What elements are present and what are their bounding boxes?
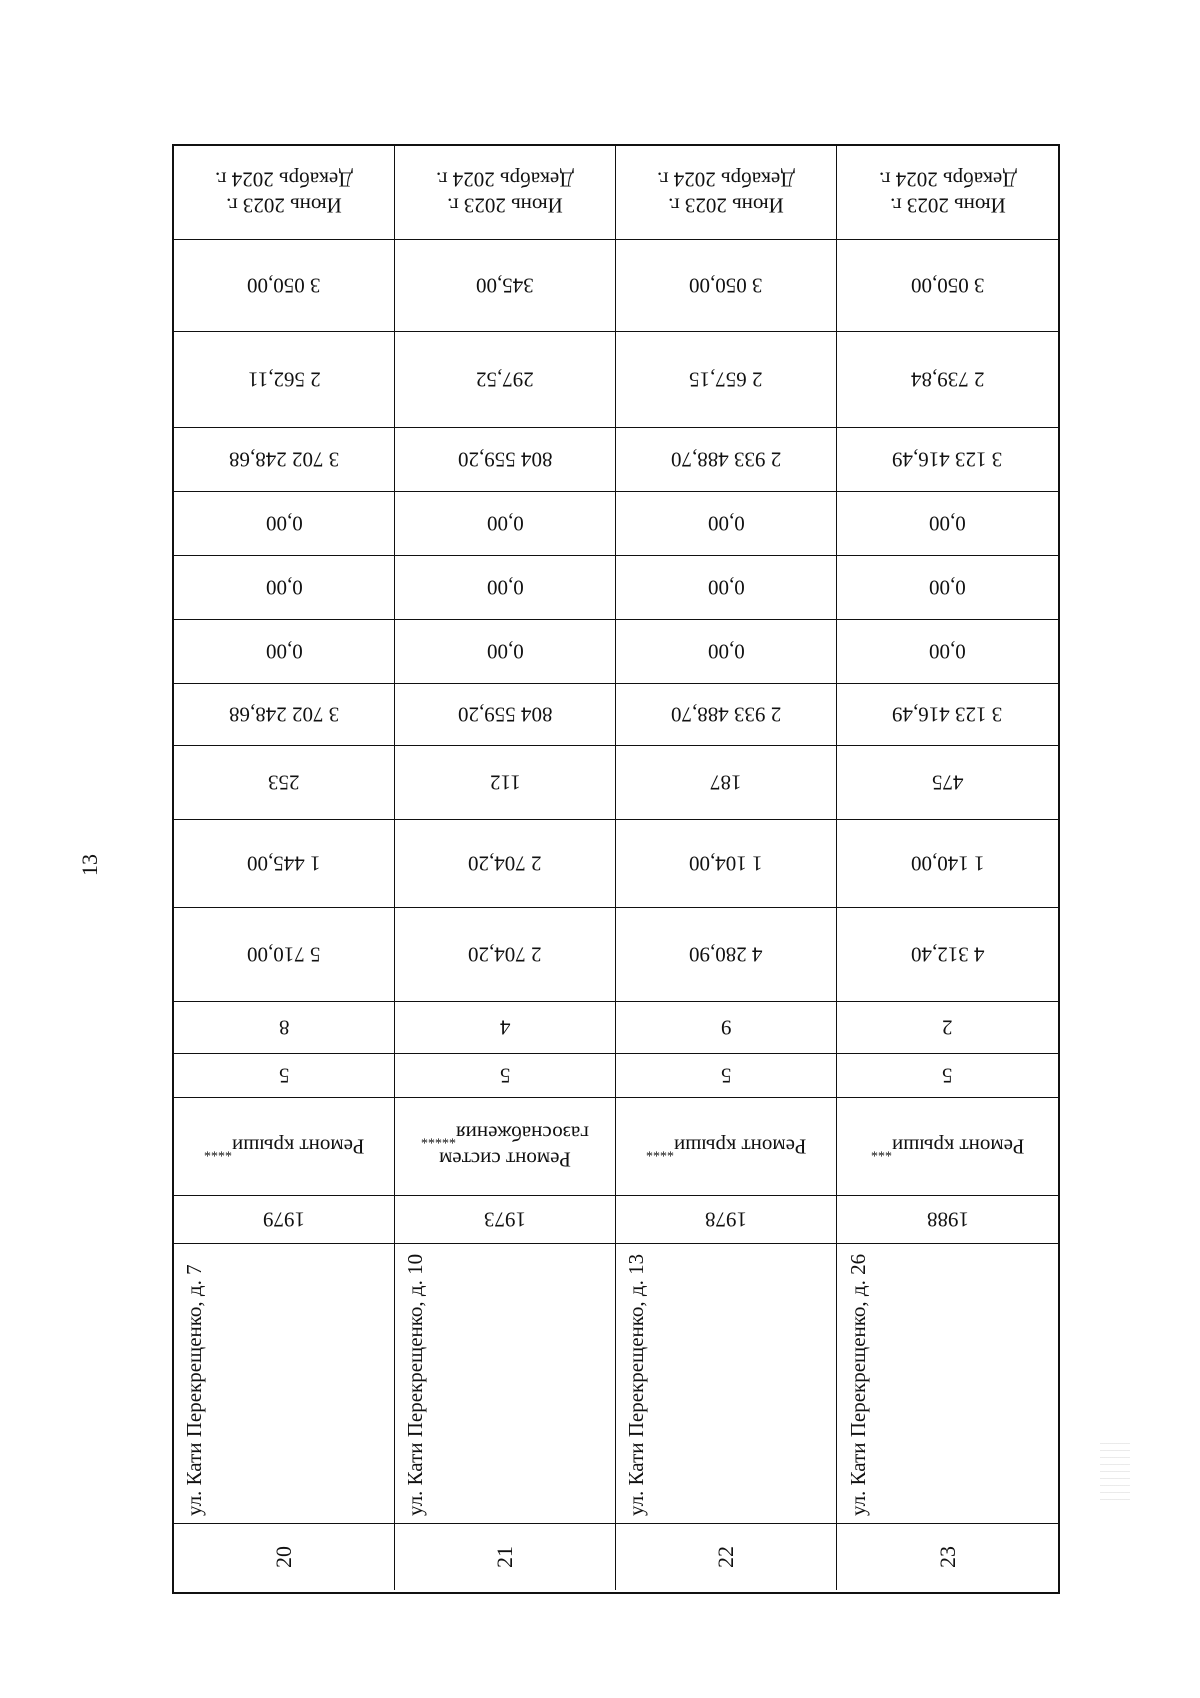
address-cell <box>837 1244 1058 1524</box>
cell-text: 1973 <box>484 1207 526 1232</box>
cost-budget-b-cell <box>616 492 837 556</box>
limit-cost-cell <box>616 240 837 332</box>
unit-cost-cell <box>837 332 1058 428</box>
repair-table <box>172 144 1060 1594</box>
row-number-cell <box>616 1524 837 1590</box>
work-type-text: Ремонт крыши <box>673 1134 807 1159</box>
footnote-mark: ***** <box>421 1130 457 1146</box>
cell-text: Июнь 2023 г. Декабрь 2024 г. <box>657 167 795 218</box>
cell-text: 1 445,00 <box>247 851 321 876</box>
floors-cell <box>616 1002 837 1054</box>
residents-cell <box>395 746 616 820</box>
cost-budget-b-cell <box>174 492 395 556</box>
residents-cell <box>174 746 395 820</box>
year-cell <box>395 1196 616 1244</box>
cell-text: 4 280,90 <box>689 942 763 967</box>
cell-text: 5 710,00 <box>247 942 321 967</box>
cell-text: 0,00 <box>486 639 524 664</box>
cost-owners-cell <box>395 428 616 492</box>
cell-text: Июнь 2023 г. Декабрь 2024 г. <box>436 167 574 218</box>
year-cell <box>616 1196 837 1244</box>
period-cell <box>616 146 837 240</box>
cell-text: 2 <box>942 1015 953 1040</box>
cell-text: 2 704,20 <box>468 942 542 967</box>
cell-text: 112 <box>489 770 521 795</box>
scan-artifact <box>1100 1440 1130 1500</box>
address-text: ул. Кати Перекрещенко, д. 7 <box>182 1263 206 1516</box>
cell-text: 4 <box>499 1015 511 1040</box>
address-text: ул. Кати Перекрещенко, д. 10 <box>403 1253 427 1516</box>
work-type-cell <box>395 1098 616 1196</box>
limit-cost-cell <box>395 240 616 332</box>
cell-text: 0,00 <box>265 575 303 600</box>
cell-text: 1978 <box>705 1207 747 1232</box>
cell-text: 3 123 416,49 <box>892 447 1003 472</box>
floors-cell <box>395 1002 616 1054</box>
cell-text: Июнь 2023 г. Декабрь 2024 г. <box>878 167 1017 218</box>
footnote-mark: **** <box>645 1143 674 1159</box>
cell-text: 1988 <box>926 1207 969 1232</box>
year-cell <box>174 1196 395 1244</box>
cell-text: 3 702 248,68 <box>228 447 340 472</box>
cell-text: 0,00 <box>486 511 524 536</box>
address-text: ул. Кати Перекрещенко, д. 26 <box>845 1253 870 1516</box>
cell-text: 0,00 <box>707 511 745 536</box>
address-cell <box>174 1244 395 1524</box>
cell-text: 0,00 <box>486 575 524 600</box>
cell-text: 0,00 <box>929 575 966 600</box>
cost-owners-cell <box>174 428 395 492</box>
cell-text: 2 704,20 <box>468 851 542 876</box>
cell-text: 345,00 <box>476 273 534 298</box>
limit-cost-cell <box>174 240 395 332</box>
cell-text: 5 <box>499 1063 511 1088</box>
cell-text <box>871 1133 1024 1159</box>
cell-text: 297,52 <box>476 367 534 392</box>
cell-text: 5 <box>720 1063 732 1088</box>
cell-text: 1 104,00 <box>689 851 763 876</box>
cost-owners-cell <box>616 428 837 492</box>
work-type-text: Ремонт крыши <box>231 1134 365 1159</box>
area-total-cell <box>395 908 616 1002</box>
cell-text: 0,00 <box>707 639 745 664</box>
cost-budget-b-cell <box>395 492 616 556</box>
row-number-text: 22 <box>713 1546 738 1568</box>
cell-text: 2 657,15 <box>689 367 763 392</box>
cell-text: 0,00 <box>929 639 966 664</box>
row-number-text: 21 <box>492 1546 517 1568</box>
work-type-text: Ремонт крыши <box>891 1134 1025 1159</box>
address-cell <box>616 1244 837 1524</box>
cell-text: 253 <box>268 770 300 795</box>
unit-cost-cell <box>395 332 616 428</box>
cell-text: 0,00 <box>707 575 745 600</box>
work-type-text: Ремонт систем газоснабжения <box>439 1121 589 1172</box>
cell-text: 0,00 <box>265 639 303 664</box>
cell-text: Июнь 2023 г. Декабрь 2024 г. <box>215 167 353 218</box>
cost-budget-b-cell <box>837 492 1058 556</box>
floors-cell <box>174 1002 395 1054</box>
cost-budget-a-cell <box>837 556 1058 620</box>
year-cell <box>837 1196 1058 1244</box>
cost-fund-cell <box>616 620 837 684</box>
work-type-cell <box>616 1098 837 1196</box>
cell-text: 804 559,20 <box>457 447 553 472</box>
address-text: ул. Кати Перекрещенко, д. 13 <box>624 1253 648 1516</box>
area-living-cell <box>837 820 1058 908</box>
cost-owners-cell <box>837 428 1058 492</box>
cost-fund-cell <box>837 620 1058 684</box>
cell-text: 3 050,00 <box>689 273 763 298</box>
unit-cost-cell <box>616 332 837 428</box>
row-number-cell <box>395 1524 616 1590</box>
cost-total-cell <box>837 684 1058 746</box>
cell-text: 1979 <box>263 1207 305 1232</box>
address-cell <box>395 1244 616 1524</box>
area-total-cell <box>174 908 395 1002</box>
cost-fund-cell <box>174 620 395 684</box>
cell-text: 0,00 <box>929 511 966 536</box>
area-living-cell <box>174 820 395 908</box>
cell-text: 2 562,11 <box>247 367 321 392</box>
entrances-cell <box>616 1054 837 1098</box>
cost-budget-a-cell <box>174 556 395 620</box>
row-number-cell <box>837 1524 1058 1590</box>
area-total-cell <box>616 908 837 1002</box>
cell-text: 3 123 416,49 <box>892 702 1003 727</box>
area-total-cell <box>837 908 1058 1002</box>
cell-text: 3 050,00 <box>910 273 985 298</box>
period-cell <box>395 146 616 240</box>
cell-text: 2 739,84 <box>910 367 985 392</box>
page-number: 13 <box>77 854 102 876</box>
row-number-text: 23 <box>934 1546 960 1568</box>
cost-total-cell <box>395 684 616 746</box>
cell-text <box>204 1133 364 1159</box>
cell-text: 2 933 488,70 <box>670 447 782 472</box>
row-number-cell <box>174 1524 395 1590</box>
limit-cost-cell <box>837 240 1058 332</box>
area-living-cell <box>395 820 616 908</box>
cost-total-cell <box>616 684 837 746</box>
work-type-cell <box>837 1098 1058 1196</box>
entrances-cell <box>837 1054 1058 1098</box>
unit-cost-cell <box>174 332 395 428</box>
cost-fund-cell <box>395 620 616 684</box>
cell-text: 8 <box>278 1015 290 1040</box>
cell-text: 4 312,40 <box>910 942 985 967</box>
work-type-cell <box>174 1098 395 1196</box>
entrances-cell <box>395 1054 616 1098</box>
row-number-text: 20 <box>271 1546 296 1568</box>
residents-cell <box>616 746 837 820</box>
cost-budget-a-cell <box>395 556 616 620</box>
residents-cell <box>837 746 1058 820</box>
area-living-cell <box>616 820 837 908</box>
period-cell <box>837 146 1058 240</box>
cell-text: 187 <box>710 770 742 795</box>
cell-text: 9 <box>720 1015 732 1040</box>
cost-budget-a-cell <box>616 556 837 620</box>
cell-text: 475 <box>931 770 964 795</box>
footnote-mark: *** <box>870 1143 892 1159</box>
cost-total-cell <box>174 684 395 746</box>
cell-text: 3 050,00 <box>247 273 321 298</box>
cell-text: 1 140,00 <box>910 851 985 876</box>
footnote-mark: **** <box>203 1143 232 1159</box>
cell-text <box>646 1133 806 1159</box>
cell-text <box>421 1120 589 1173</box>
cell-text: 5 <box>278 1063 290 1088</box>
floors-cell <box>837 1002 1058 1054</box>
cell-text: 2 933 488,70 <box>670 702 782 727</box>
period-cell <box>174 146 395 240</box>
cell-text: 804 559,20 <box>457 702 553 727</box>
cell-text: 0,00 <box>265 511 303 536</box>
cell-text: 3 702 248,68 <box>228 702 340 727</box>
entrances-cell <box>174 1054 395 1098</box>
cell-text: 5 <box>942 1063 953 1088</box>
